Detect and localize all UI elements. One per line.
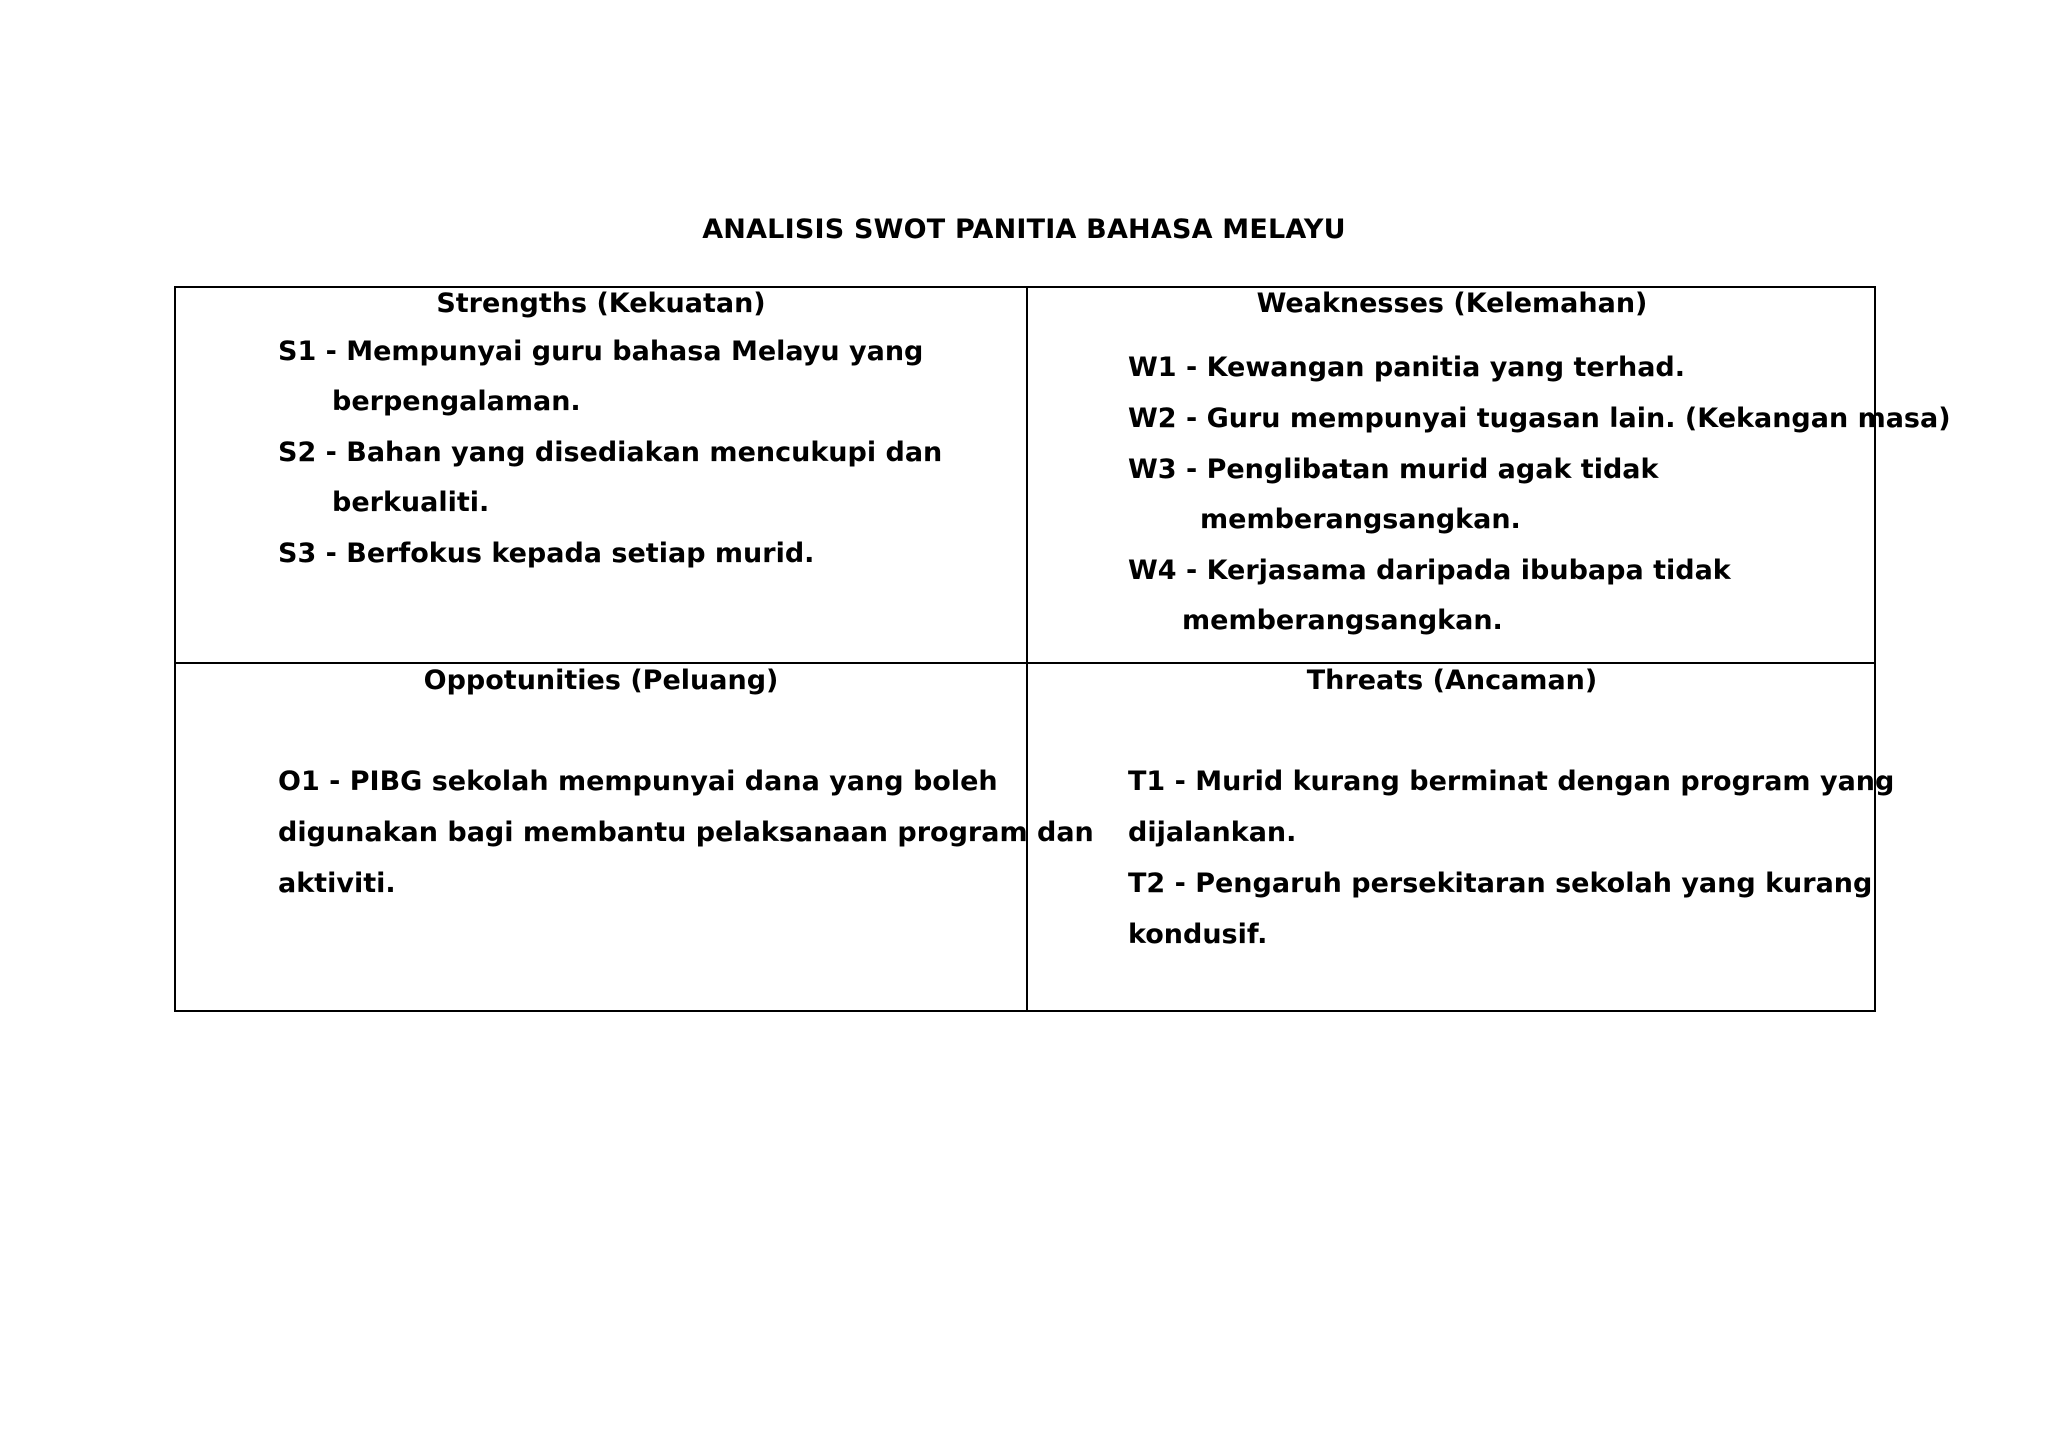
weakness-item — [1128, 403, 1951, 434]
opportunity-o1-line2: digunakan bagi membantu pelaksanaan program dan — [278, 817, 1094, 848]
weakness-w3-line2: memberangsangkan. — [1200, 504, 1521, 535]
opportunity-o1-line3: aktiviti. — [278, 868, 396, 899]
opportunity-o1 — [278, 756, 1094, 909]
weakness-item — [1128, 555, 1731, 586]
strength-item-continuation — [332, 487, 489, 518]
horizontal-divider — [176, 662, 1874, 664]
weakness-w3-line1: W3 - Penglibatan murid agak tidak — [1128, 454, 1659, 485]
strength-s1-line1: S1 - Mempunyai guru bahasa Melayu yang — [278, 336, 924, 367]
strength-item — [278, 437, 942, 468]
strength-item — [278, 336, 923, 367]
weakness-item-continuation — [1182, 605, 1503, 636]
opportunity-o1-line1: O1 - PIBG sekolah mempunyai dana yang boleh — [278, 766, 998, 797]
threat-t1-line1: T1 - Murid kurang berminat dengan program yang — [1128, 766, 1895, 797]
threat-t2-line2: kondusif. — [1128, 919, 1268, 950]
strength-item — [278, 538, 814, 569]
strengths-header: Strengths (Kekuatan) — [436, 288, 766, 319]
strength-item-continuation — [332, 386, 581, 417]
weaknesses-header: Weaknesses (Kelemahan) — [1256, 288, 1648, 319]
strength-s2-line1: S2 - Bahan yang disediakan mencukupi dan — [278, 437, 943, 468]
weakness-item — [1128, 352, 1685, 383]
threat-items — [1128, 756, 1894, 960]
weakness-w1: W1 - Kewangan panitia yang terhad. — [1128, 352, 1686, 383]
swot-table — [174, 286, 1951, 1012]
weakness-item-continuation — [1200, 504, 1521, 535]
strength-s2-line2: berkualiti. — [332, 487, 490, 518]
weakness-w4-line1: W4 - Kerjasama daripada ibubapa tidak — [1128, 555, 1731, 586]
threat-t2-line1: T2 - Pengaruh persekitaran sekolah yang kurang — [1128, 868, 1873, 899]
weakness-w2: W2 - Guru mempunyai tugasan lain. (Kekangan masa) — [1128, 403, 1951, 434]
strength-s3: S3 - Berfokus kepada setiap murid. — [278, 538, 815, 569]
threat-t1-line2: dijalankan. — [1128, 817, 1297, 848]
opportunities-header: Oppotunities (Peluang) — [423, 665, 779, 696]
document-title: ANALISIS SWOT PANITIA BAHASA MELAYU — [702, 214, 1346, 245]
weakness-w4-line2: memberangsangkan. — [1182, 605, 1503, 636]
weakness-item — [1128, 454, 1658, 485]
threats-header: Threats (Ancaman) — [1306, 665, 1598, 696]
strength-s1-line2: berpengalaman. — [332, 386, 581, 417]
